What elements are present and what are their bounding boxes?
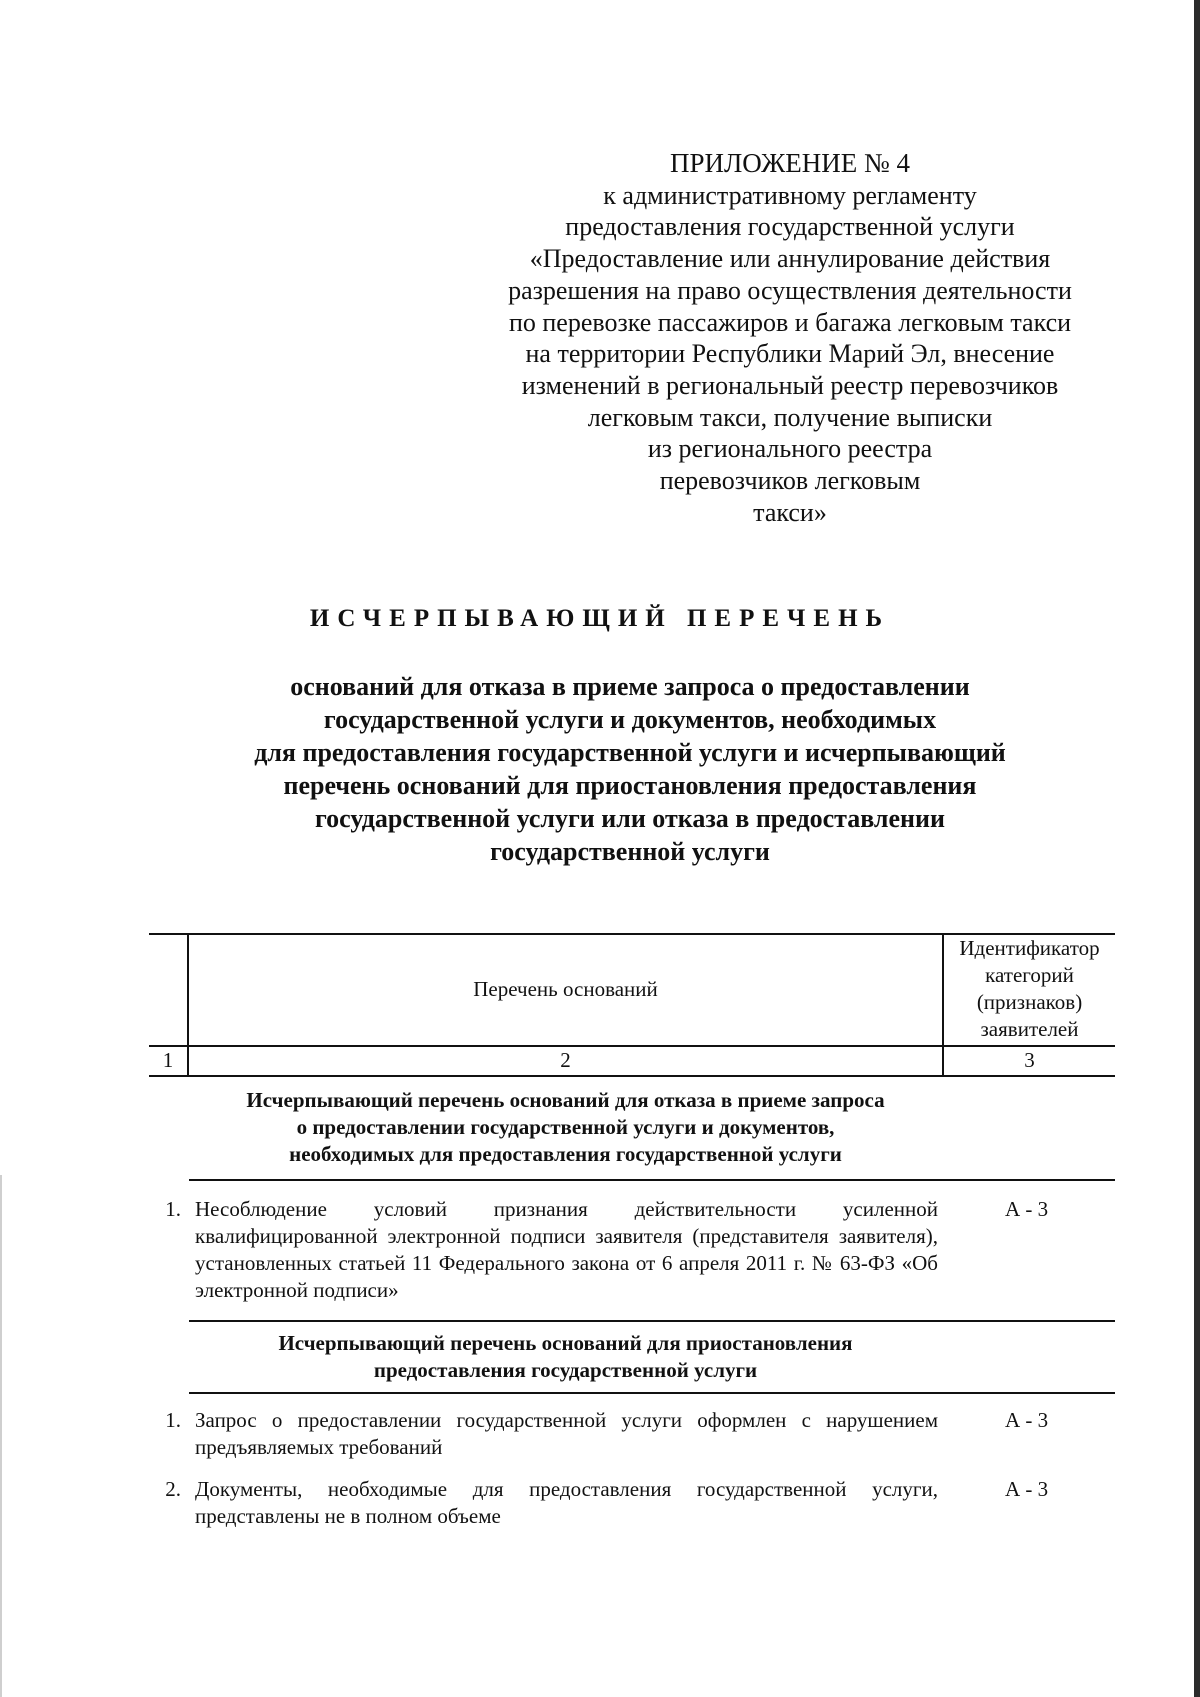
appendix-line: к административному регламенту: [603, 180, 977, 210]
appendix-line: разрешения на право осуществления деятельности: [508, 275, 1072, 305]
header-col3-line: категорий: [985, 963, 1074, 987]
document-subheading: [200, 670, 1060, 868]
column-number-1: 1: [162, 1048, 174, 1072]
column-number-2: 2: [560, 1048, 571, 1072]
column-number-3: 3: [1024, 1048, 1035, 1072]
appendix-line: на территории Республики Марий Эл, внесение: [525, 339, 1055, 369]
appendix-line: по перевозке пассажиров и багажа легковым такси: [508, 307, 1072, 337]
appendix-line: предоставления государственной услуги: [565, 212, 1015, 242]
scan-edge-right: [1194, 0, 1200, 1697]
list-item: [149, 1476, 1115, 1532]
subheading-line: оснований для отказа в приеме запроса о предоставлении: [290, 672, 970, 701]
appendix-title: ПРИЛОЖЕНИЕ № 4: [669, 148, 911, 178]
subheading-line: государственной услуги: [490, 837, 770, 866]
section-title-line: о предоставлении государственной услуги и документов,: [296, 1115, 835, 1139]
header-applicant-category-id: [944, 935, 1115, 1043]
appendix-block: [470, 148, 1110, 528]
scan-edge-left: [0, 1175, 2, 1697]
item-text: Запрос о предоставлении государственной услуги оформлен с нарушением предъявляемых требований: [195, 1408, 938, 1459]
header-grounds-list: Перечень оснований: [473, 977, 658, 1001]
header-row-border: [149, 1045, 1115, 1047]
item-category-code: А - 3: [1005, 1408, 1049, 1432]
header-col3-line: Идентификатор: [959, 936, 1100, 960]
appendix-line: перевозчиков легковым: [659, 466, 921, 496]
numbering-row-border: [149, 1075, 1115, 1077]
appendix-line: из регионального реестра: [647, 434, 933, 464]
item-number: 2.: [165, 1477, 181, 1501]
appendix-line: «Предоставление или аннулирование действия: [529, 244, 1051, 274]
item-text: Несоблюдение условий признания действительности усиленной квалифицированной электронной подписи заявителя (представителя заявителя), установленных статьей 11 Федерального закона от 6 апреля 2011 г. № 63-ФЗ «Об электронной подписи»: [195, 1197, 938, 1302]
subheading-line: государственной услуги или отказа в предоставлении: [314, 804, 946, 833]
list-item: [149, 1407, 1115, 1463]
subheading-line: государственной услуги и документов, необходимых: [323, 705, 937, 734]
item-category-code: А - 3: [1005, 1477, 1049, 1501]
section-title-line: Исчерпывающий перечень оснований для отказа в приеме запроса: [246, 1088, 885, 1112]
section-title-suspension: [189, 1330, 942, 1384]
list-item: [149, 1196, 1115, 1308]
appendix-line: легковым такси, получение выписки: [587, 402, 993, 432]
subheading-line: перечень оснований для приостановления предоставления: [283, 771, 977, 800]
appendix-line: такси»: [753, 497, 827, 527]
header-col3-line: (признаков): [976, 990, 1083, 1014]
section-title-line: предоставления государственной услуги: [373, 1358, 758, 1382]
header-col3-line: заявителей: [980, 1017, 1079, 1041]
section-title-line: необходимых для предоставления государственной услуги: [289, 1142, 842, 1166]
item-number: 1.: [165, 1197, 181, 1221]
subheading-line: для предоставления государственной услуги и исчерпывающий: [254, 738, 1006, 767]
section-title-refusal-of-acceptance: [189, 1087, 942, 1168]
section-1-divider: [189, 1179, 1115, 1181]
section-title-line: Исчерпывающий перечень оснований для приостановления: [278, 1331, 853, 1355]
section-2-top-divider: [189, 1320, 1115, 1322]
item-text: Документы, необходимые для предоставления государственной услуги, представлены не в полном объеме: [195, 1477, 938, 1528]
section-2-divider: [189, 1392, 1115, 1394]
document-heading: ИСЧЕРПЫВАЮЩИЙ ПЕРЕЧЕНЬ: [309, 605, 891, 632]
item-number: 1.: [165, 1408, 181, 1432]
item-category-code: А - 3: [1005, 1197, 1049, 1221]
appendix-line: изменений в региональный реестр перевозчиков: [521, 370, 1059, 400]
